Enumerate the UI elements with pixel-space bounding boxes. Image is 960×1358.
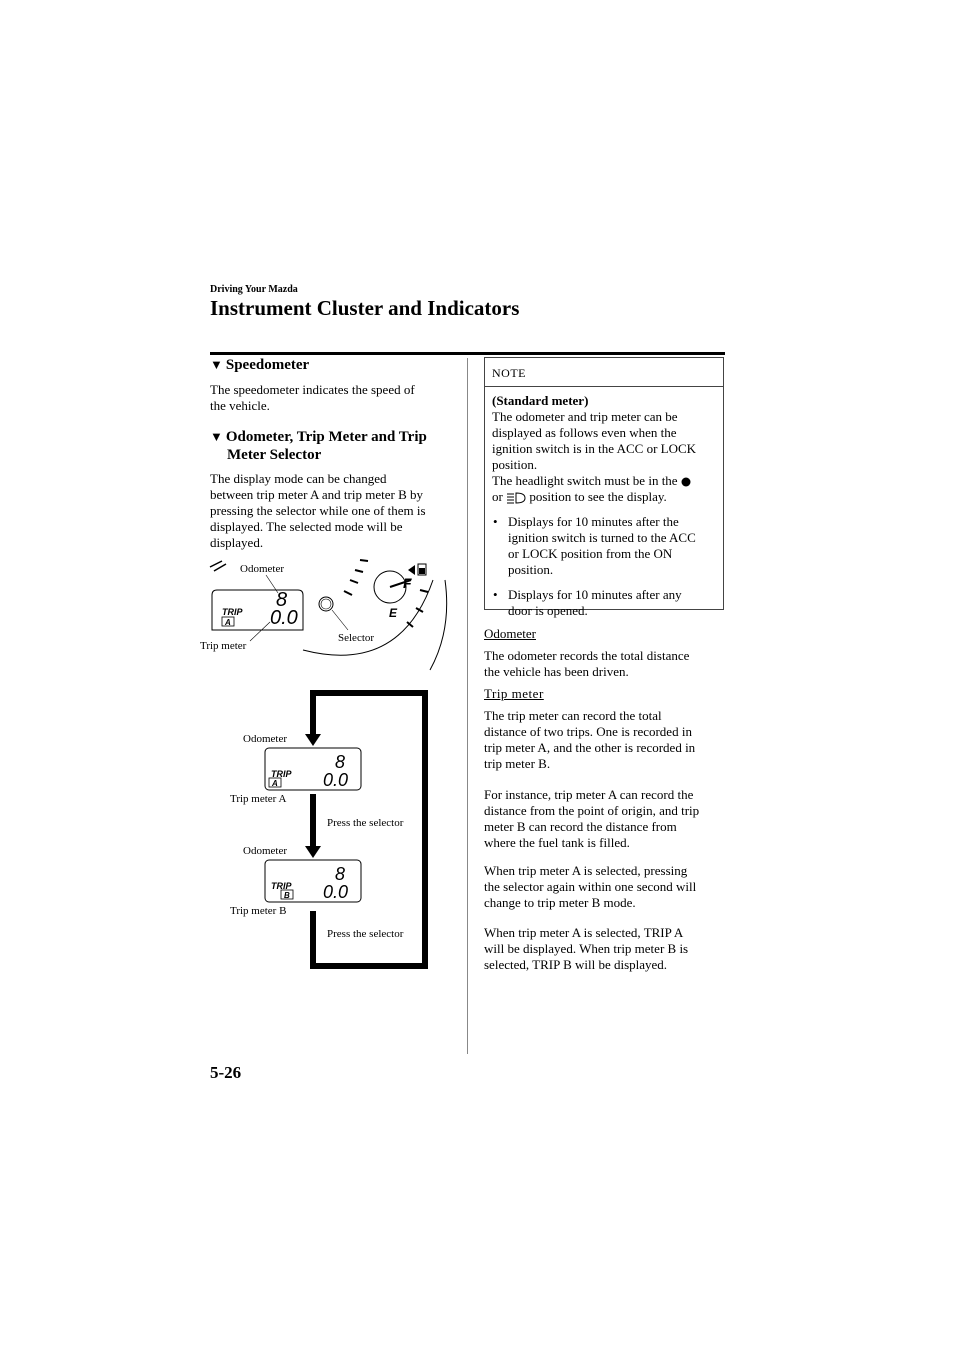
speedometer-body: The speedometer indicates the speed of the vehicle. <box>210 382 415 413</box>
trip-meter-para-1: The trip meter can record the total distance of two trips. One is recorded in trip meter A, and the other is recorded in trip meter B. <box>484 708 696 771</box>
fig1-odometer-label: Odometer <box>240 563 284 575</box>
fig2-odometer-a-label: Odometer <box>243 733 287 745</box>
trip-meter-subheading: Trip meter <box>484 686 544 701</box>
fig1-trip-text: TRIP <box>222 607 243 617</box>
trip-meter-para-3: When trip meter A is selected, pressing the selector again within one second will change to trip meter B mode. <box>484 863 697 910</box>
fig1-trip-digits: 0.0 <box>270 607 298 629</box>
fig1-trip-meter-label: Trip meter <box>200 640 247 652</box>
fig2-press-selector-2: Press the selector <box>327 928 404 940</box>
section-label: Driving Your Mazda <box>210 284 298 295</box>
trip-meter-para-2: For instance, trip meter A can record the distance from the point of origin, and trip meter B can record the distance from where the fuel tank is filled. <box>484 787 700 850</box>
display-b-letter: B <box>284 891 290 900</box>
fig2-press-selector-1: Press the selector <box>327 817 404 829</box>
trip-mode-cycle-figure <box>225 686 435 976</box>
instrument-cluster-figure <box>200 550 460 680</box>
column-divider <box>467 358 468 1054</box>
fig2-odometer-b-label: Odometer <box>243 845 287 857</box>
page-number: 5-26 <box>210 1063 242 1082</box>
fig2-trip-meter-a-label: Trip meter A <box>230 793 287 805</box>
triangle-icon: ▼ <box>210 357 223 372</box>
display-b-trip-digits: 0.0 <box>323 882 349 902</box>
parking-light-icon <box>681 477 691 487</box>
fuel-door-arrow-icon <box>408 565 415 575</box>
note-bullet-2: • Displays for 10 minutes after any door is opened. <box>493 587 682 618</box>
arrow-down-icon <box>305 734 321 746</box>
bullet-dot-icon: • <box>493 514 498 529</box>
page-title: Instrument Cluster and Indicators <box>210 296 520 320</box>
note-standard-meter: (Standard meter) <box>492 393 589 408</box>
fig1-trip-letter: A <box>225 618 231 627</box>
fig2-trip-meter-b-label: Trip meter B <box>230 905 287 917</box>
display-a-trip-text: TRIP <box>271 769 292 779</box>
arrow-down-icon <box>305 846 321 858</box>
odometer-body: The odometer records the total distance the vehicle has been driven. <box>484 648 690 679</box>
odometer-selector-heading: ▼ Odometer, Trip Meter and Trip Meter Selector <box>210 429 427 463</box>
display-b-odo-digit: 8 <box>335 864 346 884</box>
speedometer-heading: ▼ Speedometer <box>210 357 310 373</box>
headlight-icon <box>506 492 526 504</box>
cycle-loop-line <box>313 693 425 966</box>
fuel-f-label: F <box>403 575 412 591</box>
display-a-letter: A <box>272 779 278 788</box>
fig1-selector-label: Selector <box>338 632 375 644</box>
fig1-odo-digit: 8 <box>276 589 288 611</box>
note-bullet-1: • Displays for 10 minutes after the ignition switch is turned to the ACC or LOCK position from the ON position. <box>493 514 696 577</box>
odometer-selector-body: The display mode can be changed between trip meter A and trip meter B by pressing the selector while one of them is displayed. The selected mode will be displayed. <box>210 471 426 550</box>
header-rule <box>210 352 725 355</box>
note-box <box>484 357 724 618</box>
note-body: (Standard meter) The odometer and trip meter can be displayed as follows even when the ignition switch is in the ACC or LOCK position. The headlight switch must be in the or position to see the display. • Displays for 10 minutes after the ignition switch is turned to the ACC or LOCK position from the ON position. • Displays for 10 minutes after any door is opened. <box>492 393 720 619</box>
bullet-dot-icon: • <box>493 587 498 602</box>
triangle-icon: ▼ <box>210 429 223 444</box>
display-a-odo-digit: 8 <box>335 752 346 772</box>
note-heading: NOTE <box>485 358 723 387</box>
display-a-trip-digits: 0.0 <box>323 770 349 790</box>
trip-meter-para-4: When trip meter A is selected, TRIP A will be displayed. When trip meter B is selected, TRIP B will be displayed. <box>484 925 689 972</box>
display-b-trip-text: TRIP <box>271 881 292 891</box>
fuel-e-label: E <box>389 606 398 620</box>
odometer-subheading: Odometer <box>484 626 536 641</box>
